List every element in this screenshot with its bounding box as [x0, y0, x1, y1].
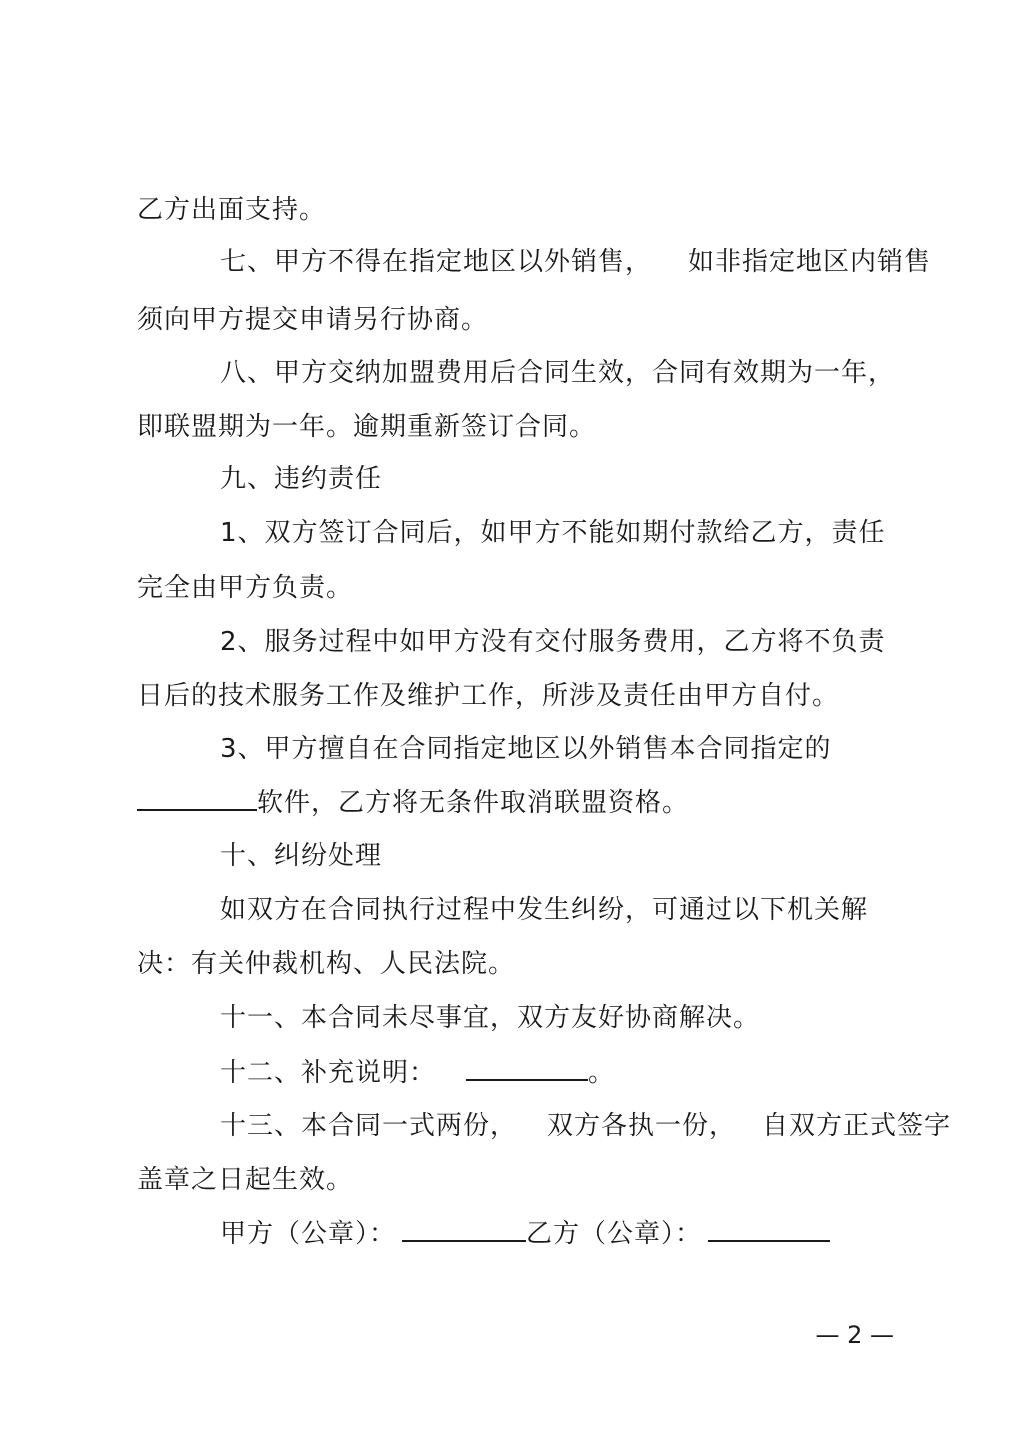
clause-7-line: [220, 245, 931, 279]
clause-7-text-b: 如非指定地区内销售: [688, 247, 932, 277]
paragraph-line: 乙方出面支持。: [137, 195, 327, 225]
page-number: — 2 —: [815, 1321, 894, 1349]
paragraph-line: 盖章之日起生效。: [137, 1165, 354, 1195]
clause-9-1-line: 1、双方签订合同后，如甲方不能如期付款给乙方，责任: [220, 518, 886, 548]
clause-8-line: 八、甲方交纳加盟费用后合同生效，合同有效期为一年，: [220, 358, 896, 388]
party-b-seal-blank[interactable]: [708, 1216, 830, 1242]
clause-7-text-a: 七、甲方不得在指定地区以外销售，: [220, 247, 653, 277]
clause-10-line: 如双方在合同执行过程中发生纠纷，可通过以下机关解: [220, 895, 869, 925]
clause-12-line: [220, 1055, 615, 1090]
party-a-seal-blank[interactable]: [402, 1216, 526, 1242]
clause-13-line: [220, 1109, 951, 1143]
clause-12-period: 。: [588, 1058, 616, 1088]
clause-12-label: 十二、补充说明：: [220, 1058, 437, 1088]
paragraph-line: 即联盟期为一年。逾期重新签订合同。: [137, 412, 597, 442]
signature-line: [220, 1216, 830, 1251]
paragraph-line: 决：有关仲裁机构、人民法院。: [137, 949, 516, 979]
clause-9-3-line: 3、甲方擅自在合同指定地区以外销售本合同指定的: [220, 734, 832, 764]
clause-9-3-text: 软件，乙方将无条件取消联盟资格。: [257, 788, 690, 818]
clause-13-text-a: 十三、本合同一式两份，: [220, 1111, 518, 1141]
clause-9-2-line: 2、服务过程中如甲方没有交付服务费用，乙方将不负责: [220, 627, 886, 657]
clause-13-text-c: 自双方正式签字: [762, 1111, 952, 1141]
paragraph-line: 日后的技术服务工作及维护工作，所涉及责任由甲方自付。: [137, 681, 840, 711]
supplement-blank[interactable]: [466, 1055, 588, 1081]
paragraph-line: 完全由甲方负责。: [137, 573, 354, 603]
party-a-seal-label: 甲方（公章）：: [220, 1219, 397, 1249]
clause-13-text-b: 双方各执一份，: [547, 1111, 737, 1141]
paragraph-line: 须向甲方提交申请另行协商。: [137, 305, 489, 335]
clause-10-heading: 十、纠纷处理: [220, 841, 383, 871]
clause-9-3-continuation: [137, 785, 689, 820]
clause-9-heading: 九、违约责任: [220, 464, 383, 494]
clause-11-line: 十一、本合同未尽事宜，双方友好协商解决。: [220, 1003, 761, 1033]
party-b-seal-label: 乙方（公章）：: [526, 1219, 703, 1249]
software-name-blank[interactable]: [137, 785, 257, 811]
